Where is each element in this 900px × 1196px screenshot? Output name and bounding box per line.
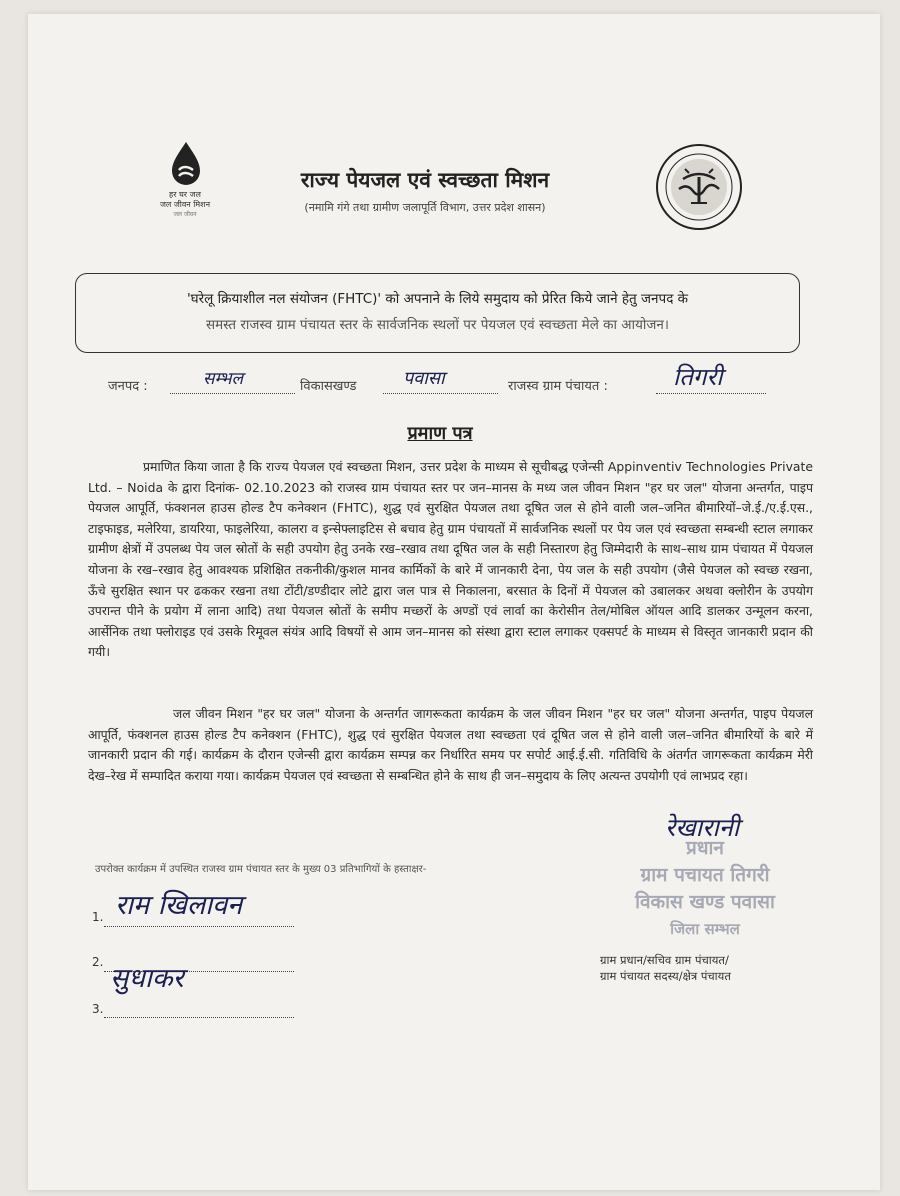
gram-panchayat-stamp [600, 835, 810, 943]
stamp-line-3: विकास खण्ड पवासा [635, 891, 775, 913]
certificate-paragraph-1: प्रमाणित किया जाता है कि राज्य पेयजल एवं स्वच्छता मिशन, उत्तर प्रदेश के माध्यम से सूचीबद्ध एजेन्सी Appinventiv Technologies Private Ltd. – Noida के द्वारा दिनांक- 02.10.2023 को राजस्व ग्राम पंचायत स्तर पर जन–मानस के मध्य जल जीवन मिशन "हर घर जल" योजना अन्तर्गत, पाइप पेयजल आपूर्ति, फंक्शनल हाउस होल्ड टैप कनेक्शन (FHTC), शुद्ध एवं सुरक्षित पेयजल तथा दूषित जल से होने वाली जल–जनित बीमारियों–जे.ई./ए.ई.एस., टाइफाइड, मलेरिया, डायरिया, फाइलेरिया, कालरा व इन्सेफ्लाइटिस से बचाव हेतु ग्राम पंचायतों में सार्वजनिक स्थलों पर पेय जल एवं स्वच्छता सम्बन्धी स्टाल लगाकर ग्रामीण क्षेत्रों में उपलब्ध पेय जल स्रोतों के सही उपयोग हेतु उनके रख–रखाव तथा दूषित जल के सही निस्तारण हेतु जिम्मेदारी के साथ–साथ ग्राम पंचायत में पेयजल योजना के रख–रखाव हेतु आवश्यक प्रशिक्षित तकनीकी/कुशल मानव कार्मिकों के बारे में जानकारी देना, पेय जल के सही उपयोग (जैसे पेयजल को स्वच्छ रखना, ऊँचे सुरक्षित स्थान पर ढककर रखना तथा टोंटी/डण्डीदार लोटे द्वारा जल पात्र से निकालना, बरसात के दिनों में पेयजल को उबालकर अथवा क्लोरीन के उपयोग उपरान्त पीने के प्रयोग में लाना आदि) तथा पेयजल स्रोतों के समीप मच्छरों के अण्डों एवं लार्वा का केरोसीन तेल/मोबिल ऑयल आदि डालकर उन्मूलन करना, आर्सेनिक तथा फ्लोराइड एवं उसके रिमूवल संयंत्र आदि विषयों से आम जन–मानस को संस्था द्वारा स्टाल लगाकर एक्सपर्ट के माध्यम से विस्तृत जानकारी प्रदान की गयी। [88, 459, 813, 660]
event-banner [75, 273, 800, 353]
up-government-emblem-icon [655, 143, 743, 231]
participant-signature-2: सुधाकर [110, 963, 184, 994]
gram-panchayat-label: राजस्व ग्राम पंचायत : [508, 379, 608, 394]
block-label: विकासखण्ड [300, 379, 357, 394]
signatory-caption-line-1: ग्राम प्रधान/सचिव ग्राम पंचायत/ [600, 953, 729, 967]
page-title: राज्य पेयजल एवं स्वच्छता मिशन [300, 168, 550, 192]
location-fields [108, 363, 788, 400]
participant-line-3 [104, 1016, 294, 1018]
har-ghar-jal-logo [150, 140, 220, 230]
signatory-caption-line-2: ग्राम पंचायत सदस्य/क्षेत्र पंचायत [600, 969, 731, 983]
stamp-line-1: प्रधान [686, 837, 724, 859]
certificate-paragraph-2: जल जीवन मिशन "हर घर जल" योजना के अन्तर्गत जागरूकता कार्यक्रम के जल जीवन मिशन "हर घर जल" योजना अन्तर्गत, पाइप पेयजल आपूर्ति, फंक्शनल हाउस होल्ड टैप कनेक्शन (FHTC), शुद्ध एवं सुरक्षित पेयजल तथा स्वच्छता एवं दूषित जल से होने वाली जल–जनित बीमारियों के बारे में जानकारी प्रदान की गई। कार्यक्रम के दौरान एजेन्सी द्वारा कार्यक्रम सम्पन्न कर निर्धारित समय पर सपोर्ट आई.ई.सी. गतिविधि के अंतर्गत जागरूकता कार्यक्रम मेरी देख–रेख में सम्पादित कराया गया। कार्यक्रम पेयजल एवं स्वच्छता से सम्बन्धित होने के साथ ही जन–समुदाय के लिए अत्यन्त उपयोगी एवं लाभप्रद रहा। [88, 706, 813, 783]
participant-line-1 [104, 925, 294, 927]
logo-caption-1: हर घर जल [169, 190, 201, 199]
stamp-line-2: ग्राम पचायत तिगरी [640, 864, 770, 886]
district-label: जनपद : [108, 379, 148, 394]
logo-caption-2: जल जीवन मिशन [159, 200, 211, 209]
gram-panchayat-value: तिगरी [673, 363, 723, 391]
block-underline [383, 392, 498, 394]
district-value: सम्भल [203, 369, 244, 389]
block-value: पवासा [403, 368, 445, 389]
signatory-caption [600, 952, 810, 984]
banner-line-2: समस्त राजस्व ग्राम पंचायत स्तर के सार्वजनिक स्थलों पर पेयजल एवं स्वच्छता मेले का आयोजन। [205, 317, 670, 333]
participant-number-3: 3. [92, 1002, 104, 1016]
page-subtitle: (नमामि गंगे तथा ग्रामीण जलापूर्ति विभाग, उत्तर प्रदेश शासन) [304, 201, 546, 214]
pradhan-signature: रेखारानी [665, 813, 740, 842]
district-underline [170, 392, 295, 394]
stamp-line-4: जिला सम्भल [670, 920, 740, 938]
water-drop-icon [168, 140, 204, 188]
participant-number-2: 2. [92, 955, 104, 969]
logo-caption-3: जल जीवन [173, 211, 197, 218]
participants-note: उपरोक्त कार्यक्रम में उपस्थित राजस्व ग्राम पंचायत स्तर के मुख्य 03 प्रतिभागियों के हस्ताक्षर- [95, 864, 427, 875]
participant-signature-1: राम खिलावन [115, 890, 243, 921]
banner-line-1: 'घरेलू क्रियाशील नल संयोजन (FHTC)' को अपनाने के लिये समुदाय को प्रेरित किये जाने हेतु जनपद के [186, 291, 689, 307]
participant-number-1: 1. [92, 910, 104, 924]
certificate-title: प्रमाण पत्र [407, 423, 473, 444]
